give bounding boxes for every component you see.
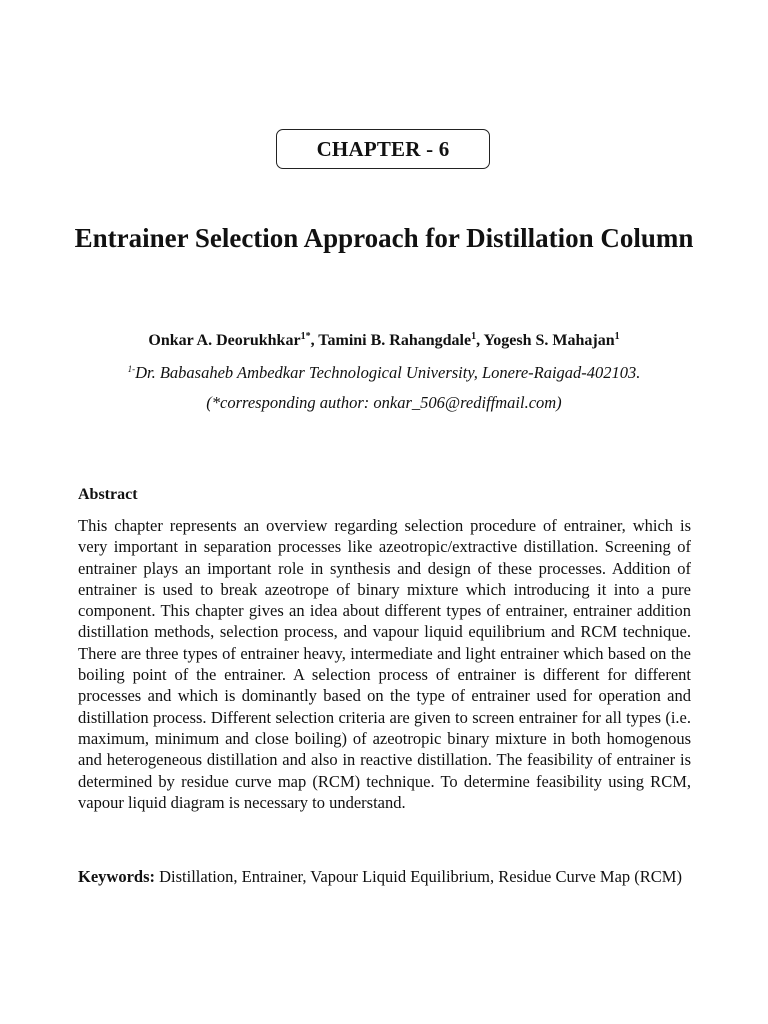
author-list (60, 330, 708, 352)
paper-title: Entrainer Selection Approach for Distillation Column (74, 223, 694, 253)
author-separator: , (310, 332, 319, 349)
author-affiliation-mark: 1* (300, 331, 311, 342)
keywords-line (78, 866, 691, 887)
affiliation-text: Dr. Babasaheb Ambedkar Technological University, Lonere-Raigad-402103. (135, 363, 641, 382)
author-name: Tamini B. Rahangdale (318, 332, 472, 349)
keywords-label: Keywords: (78, 867, 155, 886)
author-affiliation-mark: 1 (614, 331, 620, 342)
affiliation (40, 362, 728, 384)
abstract-heading: Abstract (78, 486, 138, 503)
author-separator: , (476, 332, 484, 349)
chapter-label-box (276, 129, 490, 169)
author-name: Yogesh S. Mahajan (483, 332, 615, 349)
keywords-text: Distillation, Entrainer, Vapour Liquid Equilibrium, Residue Curve Map (RCM) (155, 867, 682, 886)
author-name: Onkar A. Deorukhkar (148, 332, 301, 349)
chapter-label: CHAPTER - 6 (316, 136, 450, 161)
corresponding-author: (*corresponding author: onkar_506@rediffmail.com) (206, 393, 562, 412)
affiliation-mark: 1- (127, 364, 136, 374)
author-affiliation-mark: 1 (471, 331, 477, 342)
abstract-body: This chapter represents an overview regarding selection procedure of entrainer, which is very important in separation processes like azeotropic/extractive distillation. Screening of entrainer plays an important role in synthesis and design of these processes. Addition of entrainer is used to break azeotrope of binary mixture which introducing it into a pure component. This chapter gives an idea about different types of entrainer, entrainer addition distillation methods, selection process, and vapour liquid equilibrium and RCM technique. There are three types of entrainer heavy, intermediate and light entrainer which based on the boiling point of the entrainer. A selection process of entrainer is different for different processes and which is dominantly based on the type of entrainer used for operation and distillation process. Different selection criteria are given to screen entrainer for all types (i.e. maximum, minimum and close boiling) of azeotropic binary mixture in both homogenous and heterogeneous distillation and also in reactive distillation. The feasibility of entrainer is determined by residue curve map (RCM) technique. To determine feasibility using RCM, vapour liquid diagram is necessary to understand. (78, 516, 691, 812)
